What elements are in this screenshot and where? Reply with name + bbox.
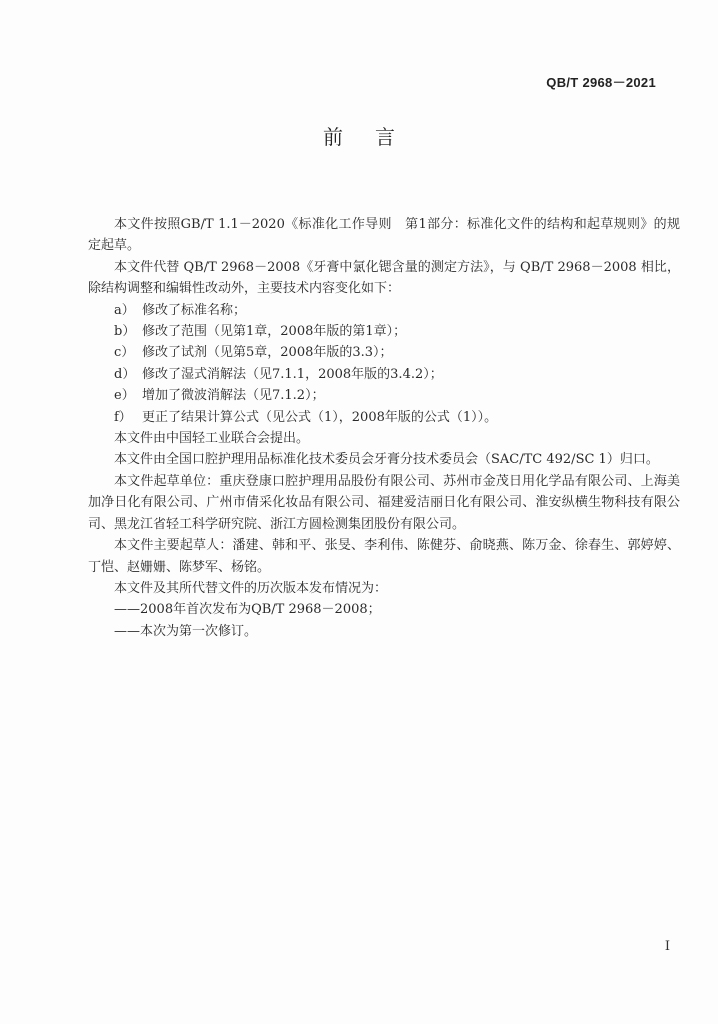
list-text: 修改了试剂（见第5章，2008年版的3.3）； bbox=[142, 345, 393, 361]
page-title: 前言 bbox=[323, 125, 427, 149]
list-text: 修改了范围（见第1章，2008年版的第1章）； bbox=[142, 324, 407, 340]
list-text: 修改了标准名称； bbox=[142, 302, 247, 318]
paragraph-history-intro: 本文件及其所代替文件的历次版本发布情况为： bbox=[114, 580, 388, 596]
history-item: ——2008年首次发布为QB/T 2968－2008； bbox=[114, 602, 381, 618]
paragraph-drafters: 本文件主要起草人：潘建、韩和平、张旻、李利伟、陈健芬、俞晓燕、陈万金、徐春生、郭婷婷、丁恺、赵姗姗、陈梦军、杨铭。 bbox=[88, 538, 680, 575]
list-text: 更正了结果计算公式（见公式（1），2008年版的公式（1））。 bbox=[142, 409, 498, 425]
list-item bbox=[88, 385, 680, 406]
paragraph-drafting-units: 本文件起草单位：重庆登康口腔护理用品股份有限公司、苏州市金茂日用化学品有限公司、上海美加净日化有限公司、广州市倩采化妆品有限公司、福建爱洁丽日化有限公司、淮安纵横生物科技有限公司、黑龙江省轻工科学研究院、浙江方圆检测集团股份有限公司。 bbox=[88, 473, 680, 532]
page-number: I bbox=[664, 939, 670, 954]
list-item bbox=[88, 364, 680, 385]
paragraph-proposer: 本文件由中国轻工业联合会提出。 bbox=[114, 431, 310, 447]
document-body bbox=[88, 214, 680, 642]
standard-code: QB/T 2968－2021 bbox=[546, 75, 656, 90]
list-item bbox=[88, 342, 680, 363]
changes-list bbox=[88, 300, 680, 428]
list-marker: e） bbox=[114, 388, 135, 404]
list-item bbox=[88, 300, 680, 321]
history-item: ——本次为第一次修订。 bbox=[114, 623, 258, 639]
list-marker: a） bbox=[114, 302, 135, 318]
paragraph-drafting-rules: 本文件按照GB/T 1.1－2020《标准化工作导则 第1部分：标准化文件的结构和起草规则》的规定起草。 bbox=[88, 217, 680, 254]
list-text: 增加了微波消解法（见7.1.2）； bbox=[142, 388, 325, 404]
list-marker: b） bbox=[114, 324, 136, 340]
list-marker: c） bbox=[114, 345, 135, 361]
list-marker: f） bbox=[114, 409, 132, 425]
list-text: 修改了湿式消解法（见7.1.1，2008年版的3.4.2）； bbox=[142, 366, 443, 382]
list-item bbox=[88, 407, 680, 428]
paragraph-administrator: 本文件由全国口腔护理用品标准化技术委员会牙膏分技术委员会（SAC/TC 492/SC 1）归口。 bbox=[114, 452, 659, 468]
list-marker: d） bbox=[114, 366, 136, 382]
list-item bbox=[88, 321, 680, 342]
paragraph-replacement: 本文件代替 QB/T 2968－2008《牙膏中氯化锶含量的测定方法》，与 QB/T 2968－2008 相比，除结构调整和编辑性改动外，主要技术内容变化如下： bbox=[88, 259, 680, 297]
